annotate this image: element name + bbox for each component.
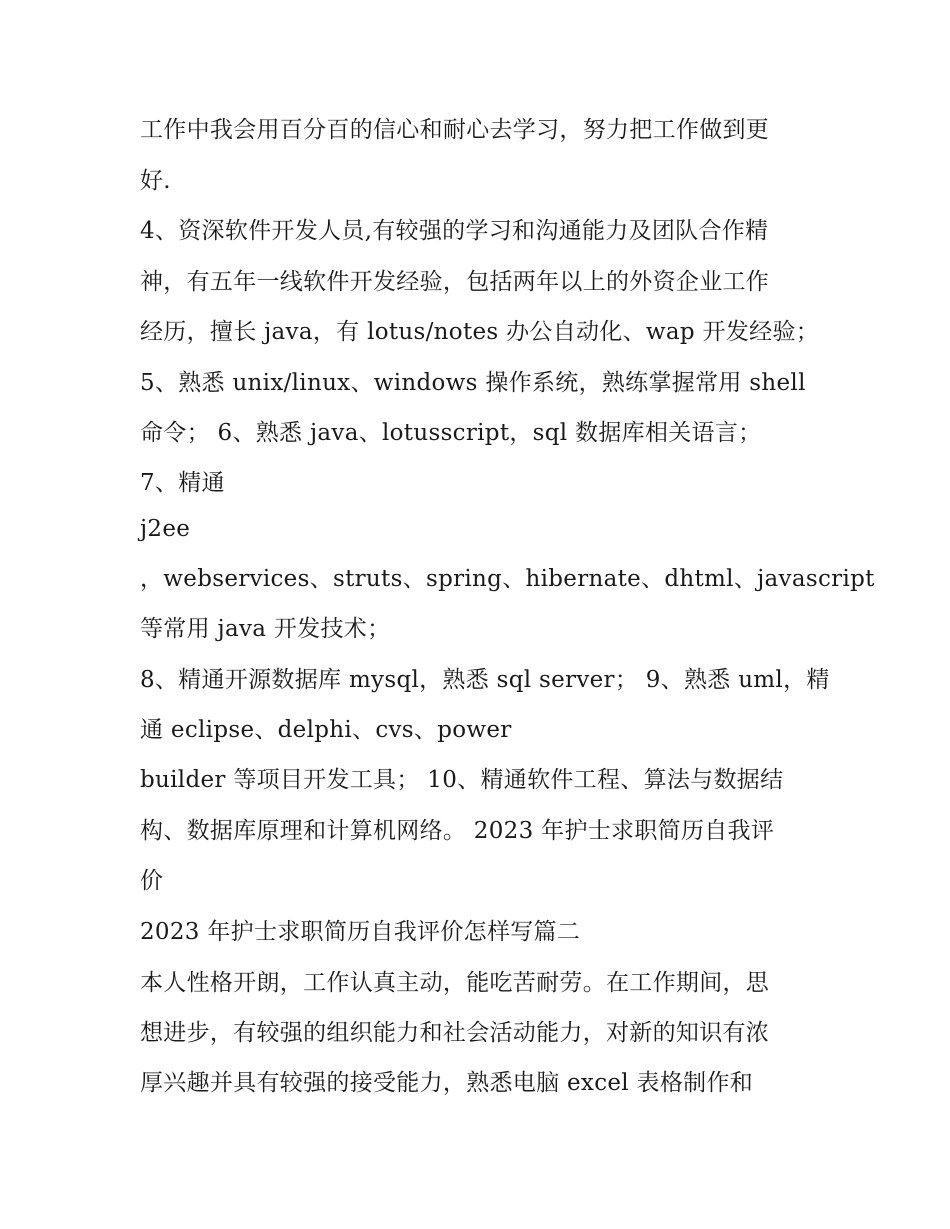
text-line: 2023 年护士求职简历自我评价怎样写篇二 bbox=[140, 919, 581, 945]
text-line: 命令； 6、熟悉 java、lotusscript，sql 数据库相关语言； bbox=[140, 420, 762, 446]
text-line: 通 eclipse、delphi、cvs、power bbox=[140, 717, 512, 743]
text-line: 好. bbox=[140, 168, 171, 194]
text-line: 工作中我会用百分百的信心和耐心去学习，努力把工作做到更 bbox=[140, 117, 770, 143]
text-line: 本人性格开朗，工作认真主动，能吃苦耐劳。在工作期间，思 bbox=[140, 970, 770, 996]
text-line: builder 等项目开发工具； 10、精通软件工程、算法与数据结 bbox=[140, 767, 784, 793]
text-line: 5、熟悉 unix/linux、windows 操作系统，熟练掌握常用 shell bbox=[140, 370, 806, 396]
text-line: 构、数据库原理和计算机网络。 2023 年护士求职简历自我评 bbox=[140, 818, 775, 844]
text-line: ，webservices、struts、spring、hibernate、dhtml、javascript bbox=[140, 566, 875, 592]
text-line: 经历，擅长 java，有 lotus/notes 办公自动化、wap 开发经验； bbox=[140, 319, 820, 345]
text-line: 厚兴趣并具有较强的接受能力，熟悉电脑 excel 表格制作和 bbox=[140, 1070, 754, 1096]
text-line: 7、精通 bbox=[140, 470, 225, 496]
text-line: 神，有五年一线软件开发经验，包括两年以上的外资企业工作 bbox=[140, 269, 770, 295]
text-line: 8、精通开源数据库 mysql，熟悉 sql server； 9、熟悉 uml，精 bbox=[140, 667, 830, 693]
text-line: 价 bbox=[140, 868, 164, 894]
text-line: 想进步，有较强的组织能力和社会活动能力，对新的知识有浓 bbox=[140, 1020, 770, 1046]
text-line: 4、资深软件开发人员,有较强的学习和沟通能力及团队合作精 bbox=[140, 218, 769, 244]
text-line: 等常用 java 开发技术； bbox=[140, 616, 391, 642]
text-line: j2ee bbox=[140, 516, 191, 542]
